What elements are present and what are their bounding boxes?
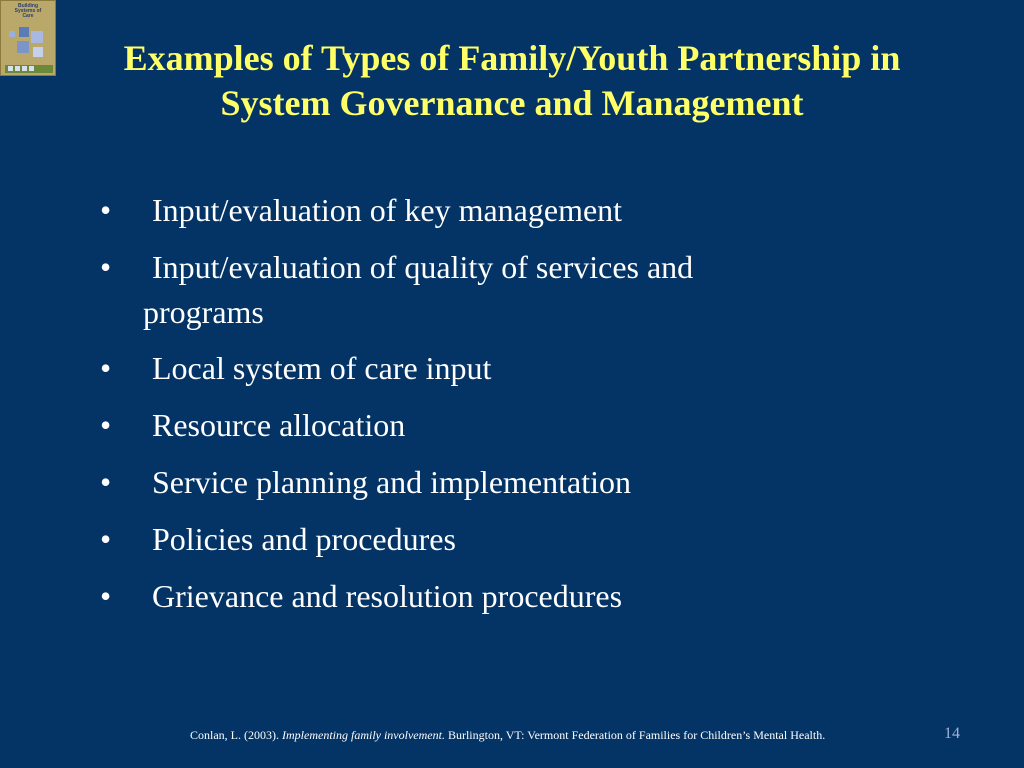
logo-square-icon bbox=[17, 41, 29, 53]
bullet-icon: • bbox=[100, 192, 112, 228]
bullet-text-continuation: programs bbox=[143, 294, 264, 330]
bullet-item bbox=[100, 515, 920, 563]
logo-square-icon bbox=[31, 31, 43, 43]
logo-square-icon bbox=[33, 47, 43, 57]
bullet-item bbox=[100, 401, 920, 449]
bullet-text: Resource allocation bbox=[152, 407, 406, 443]
bullet-text: Policies and procedures bbox=[152, 521, 456, 557]
slide-title-line-2: System Governance and Management bbox=[220, 83, 804, 123]
bullet-icon: • bbox=[100, 464, 112, 500]
bullet-icon: • bbox=[100, 521, 112, 557]
slide-title bbox=[80, 36, 944, 126]
bullet-text: Input/evaluation of key management bbox=[152, 192, 623, 228]
bullet-item bbox=[100, 243, 920, 335]
logo-band bbox=[5, 65, 53, 73]
bullet-item bbox=[100, 458, 920, 506]
logo-text: Building Systems of Care bbox=[14, 3, 42, 19]
bullet-text: Input/evaluation of quality of services and bbox=[152, 249, 694, 285]
bullet-item bbox=[100, 344, 920, 392]
citation-title: Implementing family involvement. bbox=[282, 728, 445, 742]
bullet-icon: • bbox=[100, 407, 112, 443]
bullet-list bbox=[100, 186, 920, 629]
bullet-text: Local system of care input bbox=[152, 350, 492, 386]
citation-author: Conlan, L. (2003). bbox=[190, 728, 279, 742]
book-cover-logo bbox=[0, 0, 56, 76]
logo-square-icon bbox=[9, 31, 15, 37]
citation-publisher: Burlington, VT: Vermont Federation of Families for Children’s Mental Health. bbox=[447, 728, 826, 742]
bullet-text: Service planning and implementation bbox=[152, 464, 631, 500]
bullet-icon: • bbox=[100, 578, 112, 614]
logo-square-icon bbox=[19, 27, 29, 37]
bullet-icon: • bbox=[100, 350, 112, 386]
bullet-icon: • bbox=[100, 249, 112, 285]
bullet-text: Grievance and resolution procedures bbox=[152, 578, 623, 614]
bullet-item bbox=[100, 572, 920, 620]
page-number: 14 bbox=[944, 725, 960, 742]
bullet-item bbox=[100, 186, 920, 234]
slide-title-line-1: Examples of Types of Family/Youth Partnership in bbox=[123, 38, 901, 78]
citation-footer bbox=[190, 727, 910, 743]
